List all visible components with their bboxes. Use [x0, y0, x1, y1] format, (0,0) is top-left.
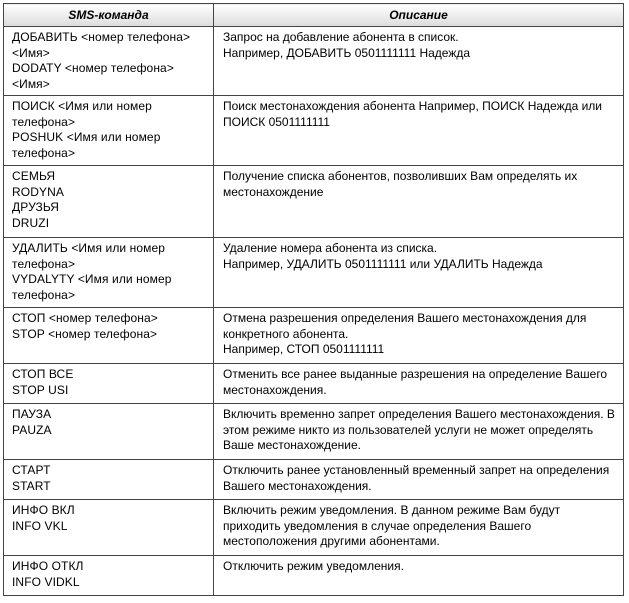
command-cell: ПОИСК <Имя или номер телефона> POSHUK <Имя или номер телефона> — [4, 96, 214, 166]
header-sms-command: SMS-команда — [4, 4, 214, 27]
description-cell: Отменить все ранее выданные разрешения на определение Вашего местонахождения. — [214, 364, 624, 404]
description-cell: Запрос на добавление абонента в список. Например, ДОБАВИТЬ 0501111111 Надежда — [214, 27, 624, 96]
command-cell: ИНФО ВКЛ INFO VKL — [4, 500, 214, 556]
table-row — [4, 556, 624, 596]
description-cell: Включить режим уведомления. В данном режиме Вам будут приходить уведомления в случае определения Вашего местоположения другими абонентами. — [214, 500, 624, 556]
table-row — [4, 238, 624, 308]
description-cell: Получение списка абонентов, позволивших Вам определять их местонахождение — [214, 166, 624, 238]
command-cell: СТОП <номер телефона> STOP <номер телефона> — [4, 308, 214, 364]
description-cell: Отключить ранее установленный временный запрет на определения Вашего местонахождения. — [214, 460, 624, 500]
description-cell: Поиск местонахождения абонента Например, ПОИСК Надежда или ПОИСК 0501111111 — [214, 96, 624, 166]
table-row — [4, 460, 624, 500]
table-row — [4, 364, 624, 404]
table-row — [4, 404, 624, 460]
table-row — [4, 166, 624, 238]
table-row — [4, 96, 624, 166]
command-cell: УДАЛИТЬ <Имя или номер телефона> VYDALYTY <Имя или номер телефона> — [4, 238, 214, 308]
description-cell: Отключить режим уведомления. — [214, 556, 624, 596]
document — [3, 3, 623, 596]
description-cell: Включить временно запрет определения Вашего местонахождения. В этом режиме никто из пользователей услуги не может определять Ваше местонахождение. — [214, 404, 624, 460]
header-description: Описание — [214, 4, 624, 27]
description-cell: Отмена разрешения определения Вашего местонахождения для конкретного абонента. Например, СТОП 0501111111 — [214, 308, 624, 364]
command-cell: СТОП ВСЕ STOP USI — [4, 364, 214, 404]
table-row — [4, 308, 624, 364]
table-row — [4, 500, 624, 556]
sms-commands-table — [3, 3, 624, 596]
command-cell: СЕМЬЯ RODYNA ДРУЗЬЯ DRUZI — [4, 166, 214, 238]
command-cell: ПАУЗА PAUZA — [4, 404, 214, 460]
table-row — [4, 27, 624, 96]
description-cell: Удаление номера абонента из списка. Например, УДАЛИТЬ 0501111111 или УДАЛИТЬ Надежда — [214, 238, 624, 308]
command-cell: ДОБАВИТЬ <номер телефона> <Имя> DODATY <номер телефона> <Имя> — [4, 27, 214, 96]
command-cell: СТАРТ START — [4, 460, 214, 500]
command-cell: ИНФО ОТКЛ INFO VIDKL — [4, 556, 214, 596]
table-header-row — [4, 4, 624, 27]
